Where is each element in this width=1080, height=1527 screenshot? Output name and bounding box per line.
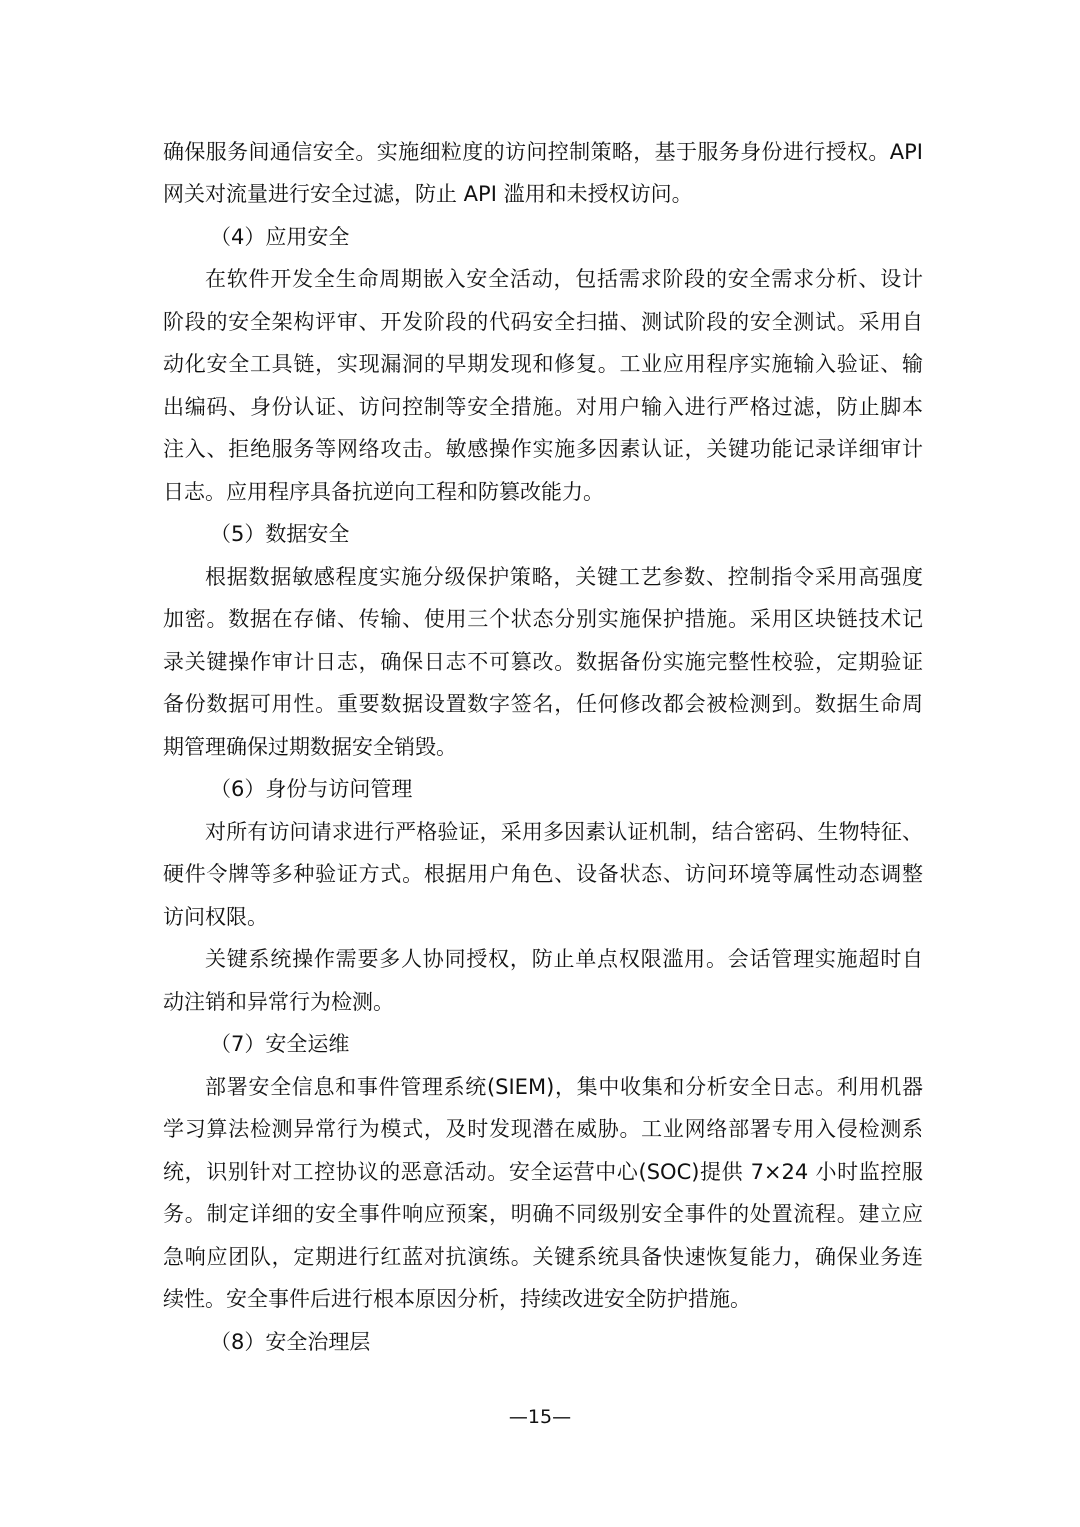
body-text-line: 加密。数据在存储、传输、使用三个状态分别实施保护措施。采用区块链技术记 [163,607,923,631]
body-text-line: 注入、拒绝服务等网络攻击。敏感操作实施多因素认证，关键功能记录详细审计 [163,437,923,461]
body-text-line: 动化安全工具链，实现漏洞的早期发现和修复。工业应用程序实施输入验证、输 [163,352,923,376]
section-heading-4: （4）应用安全 [210,225,350,249]
body-text-line: 确保服务间通信安全。实施细粒度的访问控制策略，基于服务身份进行授权。API [163,140,923,164]
body-text-line: 期管理确保过期数据安全销毁。 [163,735,457,759]
body-text-line: 访问权限。 [163,905,268,929]
body-text-line: 在软件开发全生命周期嵌入安全活动，包括需求阶段的安全需求分析、设计 [205,267,923,291]
section-heading-8: （8）安全治理层 [210,1330,371,1354]
body-text-line: 录关键操作审计日志，确保日志不可篡改。数据备份实施完整性校验，定期验证 [163,650,923,674]
body-text-line: 统，识别针对工控协议的恶意活动。安全运营中心(SOC)提供 7×24 小时监控服 [163,1160,923,1184]
body-text-line: 续性。安全事件后进行根本原因分析，持续改进安全防护措施。 [163,1287,751,1311]
section-heading-5: （5）数据安全 [210,522,350,546]
body-text-line: 日志。应用程序具备抗逆向工程和防篡改能力。 [163,480,604,504]
body-text-line: 务。制定详细的安全事件响应预案，明确不同级别安全事件的处置流程。建立应 [163,1202,923,1226]
body-text-line: 备份数据可用性。重要数据设置数字签名，任何修改都会被检测到。数据生命周 [163,692,923,716]
body-text-line: 阶段的安全架构评审、开发阶段的代码安全扫描、测试阶段的安全测试。采用自 [163,310,923,334]
body-text-line: 急响应团队，定期进行红蓝对抗演练。关键系统具备快速恢复能力，确保业务连 [163,1245,923,1269]
section-heading-7: （7）安全运维 [210,1032,350,1056]
body-text-line: 对所有访问请求进行严格验证，采用多因素认证机制，结合密码、生物特征、 [205,820,923,844]
body-text-line: 硬件令牌等多种验证方式。根据用户角色、设备状态、访问环境等属性动态调整 [163,862,923,886]
body-text-line: 动注销和异常行为检测。 [163,990,394,1014]
body-text-line: 部署安全信息和事件管理系统(SIEM)，集中收集和分析安全日志。利用机器 [205,1075,923,1099]
body-text-line: 网关对流量进行安全过滤，防止 API 滥用和未授权访问。 [163,182,693,206]
body-text-line: 根据数据敏感程度实施分级保护策略，关键工艺参数、控制指令采用高强度 [205,565,923,589]
body-text-line: 出编码、身份认证、访问控制等安全措施。对用户输入进行严格过滤，防止脚本 [163,395,923,419]
section-heading-6: （6）身份与访问管理 [210,777,413,801]
body-text-line: 关键系统操作需要多人协同授权，防止单点权限滥用。会话管理实施超时自 [205,947,923,971]
page-number: —15— [508,1406,572,1428]
body-text-line: 学习算法检测异常行为模式，及时发现潜在威胁。工业网络部署专用入侵检测系 [163,1117,923,1141]
